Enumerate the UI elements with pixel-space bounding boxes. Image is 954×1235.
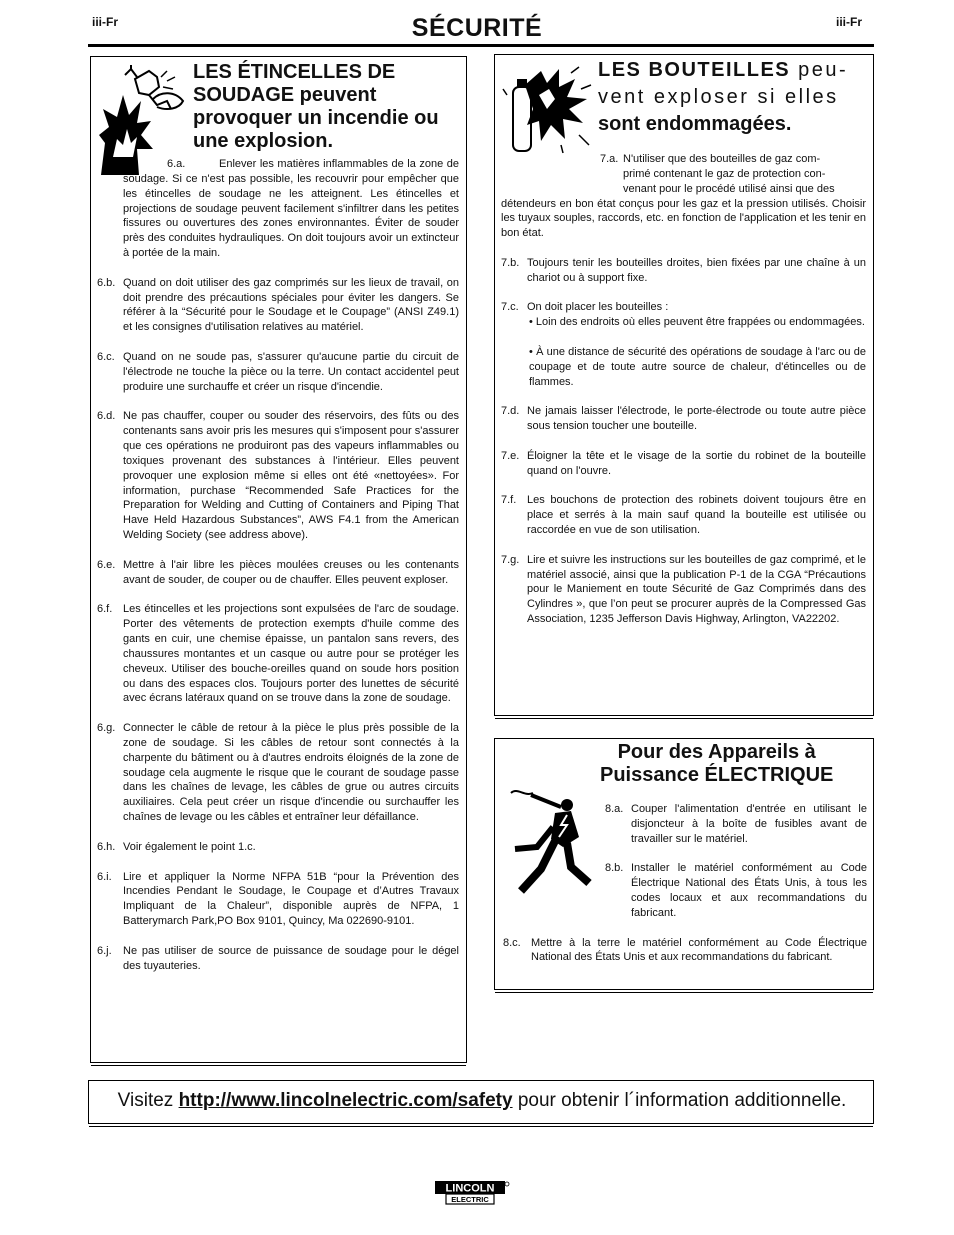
item-text: Enlever les matières inflammables de la zone de soudage. Si ce n'est pas possible, les recouvrir pour empêcher que les étincelles de soudage ne les atteignent. Les étincelles et projections de soudage peuvent facilement s'infiltrer dans les petites fissures ou ouvertures des zones environnantes. Éviter de souder près des conduites hydrauliques. On doit toujours avoir un extincteur à portée de la main. (123, 158, 459, 260)
electric-heading-line2: Puissance ÉLECTRIQUE (600, 764, 834, 786)
item-text: Toujours tenir les bouteilles droites, bien fixées par une chaîne à un chariot ou à support fixe. (527, 256, 866, 284)
item-text: Lire et suivre les instructions sur les bouteilles de gaz comprimé, et le matériel associé, ainsi que la publication P-1 de la CGA “Précautions pour le Maniement en toute Sécurité de Gaz Comprimés dans des Cylindres », que l’on peut se procurer auprès de la Compressed Gas Association, 1235 Jefferson Davis Highway, Arlington, VA22202. (527, 553, 866, 626)
sparks-section (90, 56, 467, 1063)
title-rule (88, 44, 874, 47)
item-text: Quand on doit utiliser des gaz comprimés sur les lieux de travail, on doit prendre des précautions spéciales pour éviter les dangers. Se référer à la “Sécurité pour le Soudage et le Coupage” (ANSI Z49.1) et les consignes d'utilisation relatives au matériel. (123, 276, 459, 334)
item-label: 8.c. (503, 936, 521, 949)
cylinders-item-7c (501, 300, 866, 389)
page-number-left: iii-Fr (92, 15, 118, 29)
visit-text (89, 1090, 875, 1112)
item-label: 7.b. (501, 256, 520, 269)
cylinders-item-list (501, 152, 866, 642)
item-text-rest: détendeurs en bon état conçus pour les gaz et la pression utilisés. Choisir les tuyaux souples, raccords, etc. en fonction de l'application et les tenir en bon état. (501, 197, 866, 240)
visit-prefix: Visitez (117, 1090, 179, 1111)
sparks-item-6c (97, 350, 459, 395)
item-label: 6.e. (97, 558, 116, 571)
cylinders-section (494, 54, 874, 716)
item-label: 7.d. (501, 405, 520, 418)
cylinders-bullet-2: • À une distance de sécurité des opérations de soudage à l'arc ou de coupage et de toute autre source de chaleur, d'étincelles ou de flammes. (529, 345, 866, 388)
cylinder-explosion-icon (501, 65, 593, 155)
sparks-item-list (97, 157, 459, 988)
cylinders-heading-part3: vent exploser si elles (598, 86, 839, 108)
item-label: 6.d. (97, 410, 116, 423)
item-label: 6.f. (97, 603, 113, 616)
electric-item-8c (503, 936, 867, 966)
cylinders-bullet-1: • Loin des endroits où elles peuvent être frappées ou endommagées. (529, 316, 865, 329)
cylinders-item-7f (501, 493, 866, 538)
sparks-heading-rest: peuvent provoquer un incendie ou une explosion. (193, 84, 439, 152)
item-label: 7.g. (501, 553, 520, 566)
item-text: On doit placer les bouteilles : (527, 301, 669, 314)
item-label: 6.i. (97, 870, 112, 883)
page-title: SÉCURITÉ (411, 14, 543, 42)
sparks-item-6f (97, 602, 459, 706)
logo-line2: ELECTRIC (451, 1195, 489, 1204)
item-text: Les bouchons de protection des robinets doivent toujours être en place et serrés à la main sauf quand la bouteille est utilisée ou raccordée en vue de son utilisation. (527, 494, 866, 537)
logo-line1: LINCOLN (445, 1182, 495, 1195)
electric-heading (600, 741, 833, 787)
item-label: 6.g. (97, 722, 116, 735)
electric-item-list (503, 802, 867, 980)
item-label: 7.e. (501, 449, 520, 462)
item-text: Couper l'alimentation d'entrée en utilisant le disjoncteur à la boîte de fusibles avant de travailler sur le matériel. (631, 803, 867, 845)
item-text: Éloigner la tête et le visage de la sortie du robinet de la bouteille quand on l'ouvre. (527, 449, 866, 477)
item-text: Installer le matériel conformément au Code Électrique National des États Unis, à tous les codes locaux et aux recommandations du fabricant. (631, 862, 867, 919)
electric-section (494, 738, 874, 990)
item-label: 7.f. (501, 494, 517, 507)
item-label: 7.c. (501, 301, 519, 314)
item-label: 6.h. (97, 840, 116, 853)
item-label: 8.b. (605, 862, 624, 875)
cylinders-heading-part2: peu- (790, 59, 849, 81)
cylinders-heading-bold: LES BOUTEILLES (598, 59, 791, 81)
item-text: Quand on ne soude pas, s'assurer qu'aucune partie du circuit de l'électrode ne touche la pièce ou la terre. Un contact accidentel peut produire une surchauffe et créer un risque d'incendie. (123, 350, 459, 393)
cylinders-item-7e (501, 449, 866, 479)
item-label: 6.c. (97, 350, 115, 363)
item-text: Lire et appliquer la Norme NFPA 51B “pour la Prévention des Incendies Pendant le Soudage, le Coupage et d’Autres Travaux Impliquant de la Chaleur”, disponible auprès de NFPA, 1 Batterymarch Park,PO Box 9101, Quincy, Ma 022690-9101. (123, 870, 459, 928)
cylinders-heading-part4: sont endommagées. (598, 113, 792, 135)
item-text: Connecter le câble de retour à la pièce le plus près possible de la zone de soudage. Si les câbles de retour sont connectés à la charpente du bâtiment ou à d'autres endroits éloignés de la zone de soudage cela augmente le risque que le courant de soudage passe dans les chaînes de levage, les câbles de grue ou autres circuits auxiliaires. Cela peut créer un risque d'incendie ou surchauffer les chaînes de levage ou les câbles et entraîner leur défaillance. (123, 722, 459, 824)
sparks-heading-bold: LES ÉTINCELLES DE SOUDAGE (193, 61, 396, 106)
item-label: 6.b. (97, 276, 116, 289)
electric-item-8a (605, 802, 867, 847)
cylinders-heading (598, 57, 848, 138)
item-text: Mettre à l'air libre les pièces moulées creuses ou les contenants avant de souder, de couper ou de chauffer. Elles peuvent exploser. (123, 558, 459, 586)
cylinders-item-7d (501, 404, 866, 434)
item-text: Mettre à la terre le matériel conformément au Code Électrique National des États Unis et aux recommandations du fabricant. (531, 936, 867, 964)
item-text: Ne pas chauffer, couper ou souder des réservoirs, des fûts ou des contenants sans avoir pris les mesures qui s'imposent pour s'assurer que ces opérations ne produiront pas des vapeurs inflammables ou toxiques provenant des substances à l'intérieur. Elles peuvent provoquer une explosion même si elles ont été «nettoyées». For information, purchase “Recommended Safe Practices for the Preparation for Welding and Cutting of Containers and Piping That Have Held Hazardous Substances”, AWS F4.1 from the American Welding Society (see address above). (123, 410, 459, 542)
sparks-item-6b (97, 276, 459, 335)
lincoln-electric-logo (434, 1180, 510, 1206)
visit-suffix: pour obtenir l´information additionnelle. (512, 1090, 847, 1111)
item-label: 6.a. (167, 158, 186, 170)
safety-url-link[interactable]: http://www.lincolnelectric.com/safety (178, 1090, 513, 1111)
sparks-item-6j (97, 944, 459, 974)
visit-banner (88, 1080, 874, 1124)
item-text-line3: venant pour le procédé utilisé ainsi que des (623, 182, 835, 195)
cylinders-item-7g (501, 553, 866, 627)
sparks-item-6g (97, 721, 459, 825)
item-text: Voir également le point 1.c. (123, 840, 256, 853)
item-label: 6.j. (97, 944, 112, 957)
item-text: Ne jamais laisser l'électrode, le porte-électrode ou toute autre pièce sous tension toucher une bouteille. (527, 405, 866, 433)
sparks-item-6d (97, 409, 459, 543)
electric-heading-line1: Pour des Appareils à (617, 741, 816, 763)
cylinders-item-7b (501, 256, 866, 286)
item-label: 7.a. (600, 153, 619, 165)
item-text-line2: primé contenant le gaz de protection con- (623, 167, 826, 180)
registered-mark-icon (505, 1182, 509, 1186)
cylinders-item-7a (501, 152, 866, 241)
page-number-right: iii-Fr (836, 15, 862, 29)
sparks-heading (193, 61, 466, 153)
item-text: Ne pas utiliser de source de puissance de soudage pour le dégel des tuyauteries. (123, 944, 459, 972)
electric-item-8b (605, 861, 867, 920)
item-text: Les étincelles et les projections sont expulsées de l'arc de soudage. Porter des vêtements de protection exempts d'huile comme des gants en cuir, une chemise épaisse, un pantalon sans revers, des chaussures montantes et un casque ou autre pour se protéger les cheveux. Utiliser des bouche-oreilles quand on soude hors position ou dans des espaces clos. Toujours porter des lunettes de sécurité avec écrans latéraux quand on se trouve dans la zone de soudage. (123, 603, 459, 705)
item-label: 8.a. (605, 803, 624, 815)
item-text-line1: N'utiliser que des bouteilles de gaz com- (623, 153, 821, 165)
sparks-item-6h (97, 840, 459, 855)
sparks-item-6a (97, 157, 459, 261)
sparks-item-6i (97, 870, 459, 929)
sparks-item-6e (97, 558, 459, 588)
